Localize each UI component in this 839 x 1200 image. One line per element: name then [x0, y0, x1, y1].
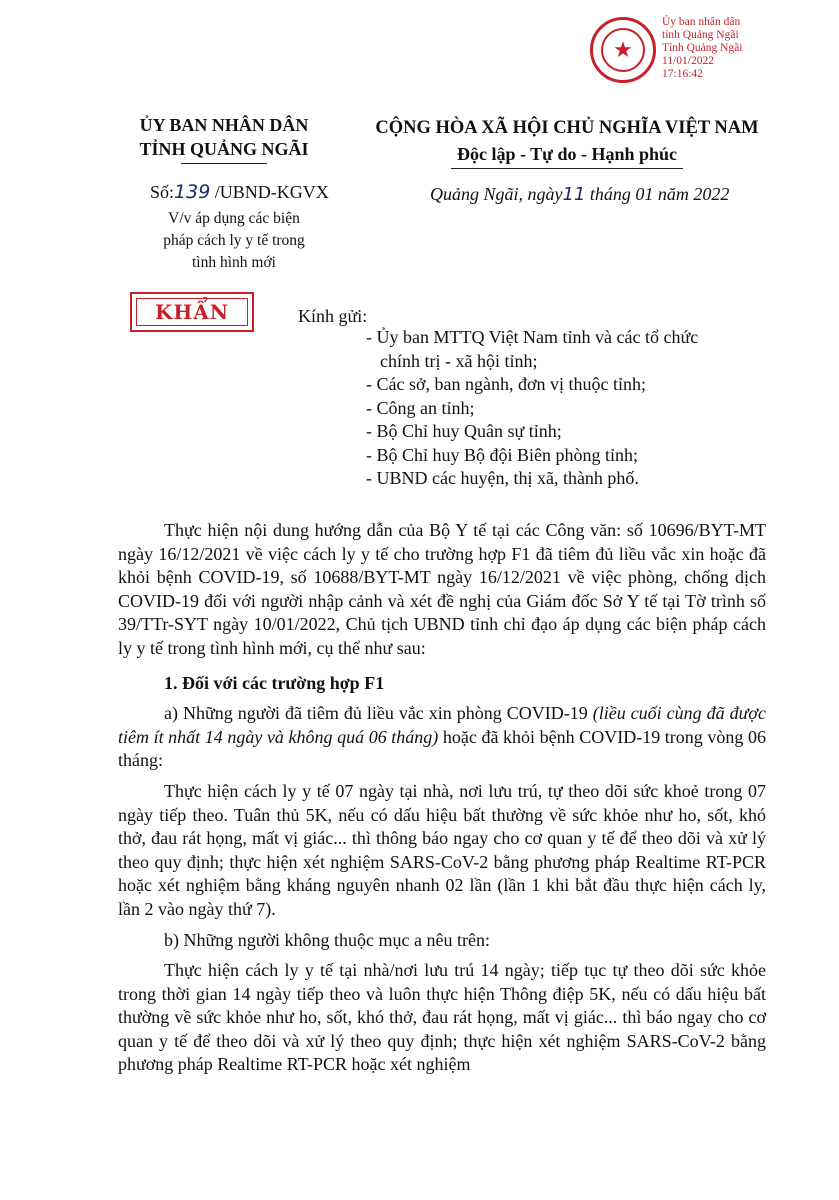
recipient-item: - Các sở, ban ngành, đơn vị thuộc tỉnh;	[366, 374, 646, 394]
nation-motto: Độc lập - Tự do - Hạnh phúc	[456, 144, 678, 164]
signature-line: Ủy ban nhân dân	[662, 16, 741, 28]
item-b-paragraph: b) Những người không thuộc mục a nêu trên:	[164, 929, 490, 950]
org-underline	[181, 163, 267, 164]
intro-paragraph: Thực hiện nội dung hướng dẫn của Bộ Y tế tại các Công văn: số 10696/BYT-MT ngày 16/12/2021 về việc cách ly y tế cho trường hợp F1 đã tiêm đủ liều vắc xin hoặc đã khỏi bệnh COVID-19, số 10688/BYT-MT ngày 16/12/2021 về việc phòng, chống dịch COVID-19 đối với người nhập cảnh và xét đề nghị của Giám đốc Sở Y tế tại Tờ trình số 39/TTr-SYT ngày 10/01/2022, Chủ tịch UBND tỉnh chỉ đạo áp dụng các biện pháp cách ly y tế trong tình hình mới, cụ thể như sau:	[118, 520, 766, 658]
signature-line: Tỉnh Quảng Ngãi	[662, 42, 743, 54]
item-a-end: hoặc đã khỏi bệnh COVID-19 trong vòng 06 tháng:	[118, 726, 766, 771]
document-number	[150, 180, 329, 204]
urgent-stamp-text: KHẨN	[136, 298, 248, 326]
national-motto	[352, 116, 782, 169]
digital-signature-info	[662, 16, 832, 81]
motto-underline	[451, 168, 683, 169]
document-date	[430, 182, 729, 207]
org-name-line2: TỈNH QUẢNG NGÃI	[139, 139, 309, 159]
document-subject	[134, 208, 334, 274]
seal-star-icon: ★	[601, 28, 645, 72]
urgent-stamp	[130, 292, 254, 332]
signature-line: 17:16:42	[662, 68, 703, 80]
greeting: Kính gửi:	[298, 306, 368, 326]
doc-number-suffix: /UBND-KGVX	[210, 182, 329, 202]
date-suffix: tháng 01 năm 2022	[585, 184, 730, 204]
doc-number-handwritten: 139	[174, 181, 211, 203]
date-day-handwritten: 11	[562, 184, 586, 205]
doc-number-prefix: Số:	[150, 182, 175, 202]
recipient-item: - Bộ Chỉ huy Bộ đội Biên phòng tỉnh;	[366, 444, 639, 465]
signature-line: 11/01/2022	[662, 55, 714, 67]
subject-line: pháp cách ly y tế trong	[163, 232, 305, 249]
issuing-organization	[118, 113, 330, 164]
section-heading: 1. Đối với các trường hợp F1	[164, 672, 385, 693]
recipient-item: chính trị - xã hội tỉnh;	[380, 350, 538, 371]
subject-line: V/v áp dụng các biện	[168, 210, 300, 227]
org-name-line1: ỦY BAN NHÂN DÂN	[139, 115, 309, 135]
item-a-detail: Thực hiện cách ly y tế 07 ngày tại nhà, nơi lưu trú, tự theo dõi sức khoẻ trong 07 ngày tiếp theo. Tuân thủ 5K, nếu có dấu hiệu bất thường về sức khỏe như ho, sốt, khó thở, đau rát họng, mất vị giác... thì thông báo ngay cho cơ quan y tế để theo dõi và xử lý theo quy định; thực hiện xét nghiệm SARS-CoV-2 bằng phương pháp Realtime RT-PCR hoặc xét nghiệm bằng kháng nguyên nhanh 02 lần (lần 1 khi bắt đầu thực hiện cách ly, lần 2 vào ngày thứ 7).	[118, 780, 766, 919]
signature-line: tỉnh Quảng Ngãi	[662, 29, 739, 41]
document-body	[118, 519, 766, 1077]
nation-title: CỘNG HÒA XÃ HỘI CHỦ NGHĨA VIỆT NAM	[375, 118, 759, 138]
item-a-italic: (liều cuối cùng đã được tiêm ít nhất 14 ngày và không quá 06 tháng)	[118, 703, 766, 747]
date-prefix: Quảng Ngãi, ngày	[430, 184, 563, 204]
subject-line: tình hình mới	[192, 254, 276, 271]
item-a-paragraph	[118, 702, 766, 773]
item-b-detail: Thực hiện cách ly y tế tại nhà/nơi lưu trú 14 ngày; tiếp tục tự theo dõi sức khỏe trong thời gian 14 ngày tiếp theo và luôn thực hiện Thông điệp 5K, nếu có dấu hiệu bất thường về sức khỏe như ho, sốt, khó thở, đau rát họng, mất vị giác... thì báo ngay cho cơ quan y tế để theo dõi và xử lý theo quy định; thực hiện xét nghiệm SARS-CoV-2 bằng phương pháp Realtime RT-PCR hoặc xét nghiệm	[118, 960, 766, 1075]
recipient-item: - Công an tỉnh;	[366, 397, 475, 418]
recipient-item: - Bộ Chỉ huy Quân sự tỉnh;	[366, 421, 562, 441]
recipient-list	[366, 326, 786, 491]
national-emblem-seal-icon	[590, 17, 656, 83]
recipient-item: - UBND các huyện, thị xã, thành phố.	[366, 468, 639, 488]
recipient-item: - Ủy ban MTTQ Việt Nam tỉnh và các tổ chức	[366, 327, 699, 347]
item-a-start: a) Những người đã tiêm đủ liều vắc xin phòng COVID-19	[164, 703, 593, 724]
